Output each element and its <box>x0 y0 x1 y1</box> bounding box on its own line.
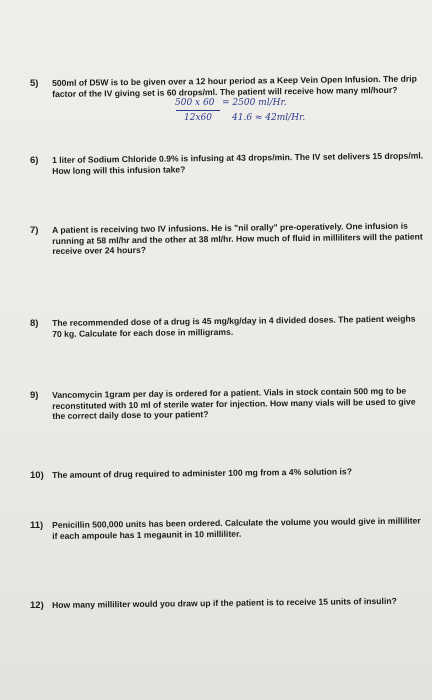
question-text: How many milliliter would you draw up if the patient is to receive 15 units of insulin? <box>52 595 397 610</box>
question-text: The amount of drug required to administer 100 mg from a 4% solution is? <box>52 466 352 480</box>
handwritten-numerator: 500 x 60 <box>175 98 215 108</box>
question-number: 10) <box>30 470 44 481</box>
question-number: 8) <box>30 318 39 329</box>
question-number: 5) <box>30 78 39 89</box>
question-text: 1 liter of Sodium Chloride 0.9% is infusing at 43 drops/min. The IV set delivers 15 drops/ml. How long will this infusion take? <box>52 150 424 176</box>
question-text: A patient is receiving two IV infusions. He is "nil orally" pre-operatively. One infusion is running at 58 ml/hr and the other at 38 ml/hr. How much of fluid in milliliters will the patient receive over 24 hours? <box>52 220 423 257</box>
handwritten-result-1: = 2500 ml/Hr. <box>222 98 287 108</box>
question-text: Vancomycin 1gram per day is ordered for a patient. Vials in stock contain 500 mg to be reconstituted with 10 ml of sterile water for injection. How many vials will be used to give the correct daily dose to your patient? <box>52 385 416 422</box>
question-number: 12) <box>30 600 44 611</box>
question-text: Penicillin 500,000 units has been ordered. Calculate the volume you would give in milliliter if each ampoule has 1 megaunit in 10 milliliter. <box>52 515 421 541</box>
fraction-bar <box>176 110 220 111</box>
question-text: 500ml of D5W is to be given over a 12 hour period as a Keep Vein Open Infusion. The drip factor of the IV giving set is 60 drops/ml. The patient will receive how many ml/hour? <box>52 73 417 99</box>
question-text: The recommended dose of a drug is 45 mg/kg/day in 4 divided doses. The patient weighs 70 kg. Calculate for each dose in milligrams. <box>52 313 416 339</box>
handwritten-result-2: 41.6 ≈ 42ml/Hr. <box>232 113 306 123</box>
question-number: 11) <box>30 520 44 531</box>
question-number: 9) <box>30 390 39 401</box>
question-number: 6) <box>30 155 39 166</box>
question-number: 7) <box>30 225 39 236</box>
handwritten-denominator: 12x60 <box>184 113 212 123</box>
